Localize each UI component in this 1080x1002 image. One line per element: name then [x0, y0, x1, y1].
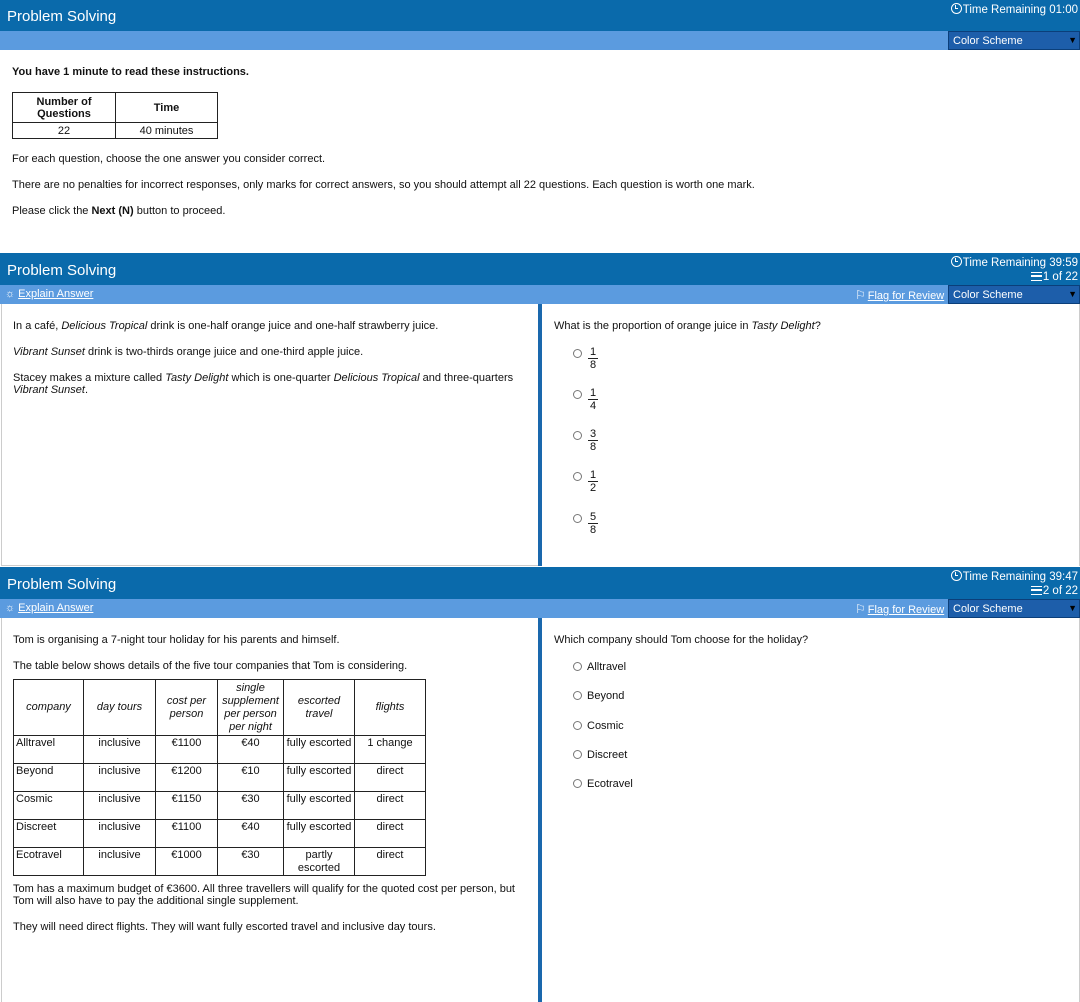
- radio-button[interactable]: [573, 691, 582, 700]
- fraction: $\frac{1}{2}$: [589, 469, 597, 494]
- radio-button[interactable]: [573, 349, 582, 358]
- header-company: company: [14, 680, 84, 736]
- radio-button[interactable]: [573, 779, 582, 788]
- question-list-icon: [1031, 272, 1042, 281]
- stimulus-para-1: In a café, Delicious Tropical drink is one-half orange juice and one-half strawberry juice.: [13, 320, 439, 332]
- flag-for-review-button[interactable]: ⚐ Flag for Review: [855, 602, 945, 616]
- stimulus-para-2: Vibrant Sunset drink is two-thirds orange juice and one-third apple juice.: [13, 346, 364, 358]
- radio-button[interactable]: [573, 472, 582, 481]
- table-row: Ecotravel inclusive €1000 €30 partly escorted direct: [14, 848, 426, 876]
- clock-icon: [951, 3, 962, 14]
- app-title: Problem Solving: [7, 576, 117, 593]
- table-row: Beyond inclusive €1200 €10 fully escorted direct: [14, 764, 426, 792]
- stimulus-para-1: Tom is organising a 7-night tour holiday for his parents and himself.: [13, 634, 340, 646]
- stimulus-para-2: The table below shows details of the five tour companies that Tom is considering.: [13, 660, 408, 672]
- lightbulb-icon: ☼: [5, 288, 16, 300]
- radio-button[interactable]: [573, 390, 582, 399]
- question-counter[interactable]: 2 of 22: [1031, 585, 1078, 597]
- title-bar: [0, 253, 1080, 285]
- radio-button[interactable]: [573, 721, 582, 730]
- fraction: $\frac{1}{8}$: [589, 346, 597, 371]
- lightbulb-icon: ☼: [5, 602, 16, 614]
- app-title: Problem Solving: [7, 8, 117, 25]
- stimulus-para-3: Stacey makes a mixture called Tasty Delight which is one-quarter Delicious Tropical and three-quarters Vibrant Sunset.: [13, 372, 514, 396]
- instructions-heading: You have 1 minute to read these instructions.: [12, 66, 249, 78]
- radio-button[interactable]: [573, 431, 582, 440]
- answer-panel: [542, 304, 1080, 566]
- app-title: Problem Solving: [7, 262, 117, 279]
- stimulus-text: [13, 320, 533, 396]
- stimulus-para-4: They will need direct flights. They will want fully escorted travel and inclusive day tours.: [13, 921, 436, 933]
- number-of-questions-value: 22: [13, 123, 116, 139]
- stimulus-panel: [1, 304, 538, 566]
- clock-icon: [951, 570, 962, 581]
- header-time: Time: [116, 93, 218, 123]
- tour-companies-table: [13, 679, 426, 876]
- table-row: Alltravel inclusive €1100 €40 fully escorted 1 change: [14, 736, 426, 764]
- question-text: What is the proportion of orange juice in Tasty Delight?: [554, 320, 821, 332]
- question-counter[interactable]: 1 of 22: [1031, 271, 1078, 283]
- radio-button[interactable]: [573, 514, 582, 523]
- question-text: Which company should Tom choose for the holiday?: [554, 634, 809, 646]
- time-remaining: Time Remaining 01:00: [951, 3, 1078, 16]
- table-row: Cosmic inclusive €1150 €30 fully escorted direct: [14, 792, 426, 820]
- dropdown-arrow-icon: ▼: [1068, 289, 1077, 299]
- flag-icon: ⚐: [855, 288, 866, 302]
- time-remaining: Time Remaining 39:59: [951, 256, 1078, 269]
- header-cost-per-person: cost per person: [156, 680, 218, 736]
- question-list-icon: [1031, 586, 1042, 595]
- fraction: $\frac{5}{8}$: [589, 511, 597, 536]
- instructions: [12, 66, 1072, 217]
- stimulus-text: [13, 634, 537, 933]
- header-day-tours: day tours: [84, 680, 156, 736]
- stimulus-panel: [1, 618, 538, 1002]
- flag-icon: ⚐: [855, 602, 866, 616]
- header-number-of-questions: Number of Questions: [13, 93, 116, 123]
- stimulus-para-3: Tom has a maximum budget of €3600. All three travellers will qualify for the quoted cost per person, but Tom will also have to pay the additional single supplement.: [13, 883, 515, 907]
- radio-button[interactable]: [573, 750, 582, 759]
- dropdown-arrow-icon: ▼: [1068, 603, 1077, 613]
- answer-panel: Which company should Tom choose for the holiday? Alltravel Beyond Cosmic Discreet Ecotravel: [542, 618, 1080, 1002]
- instruction-line-2: There are no penalties for incorrect responses, only marks for correct answers, so you should attempt all 22 questions. Each question is worth one mark.: [12, 179, 755, 191]
- header-flights: flights: [355, 680, 426, 736]
- flag-for-review-button[interactable]: ⚐ Flag for Review: [855, 288, 945, 302]
- title-bar: [0, 0, 1080, 31]
- table-row: Discreet inclusive €1100 €40 fully escorted direct: [14, 820, 426, 848]
- toolbar: [0, 31, 1080, 50]
- fraction: $\frac{1}{4}$: [589, 387, 597, 412]
- clock-icon: [951, 256, 962, 267]
- color-scheme-select[interactable]: Color Scheme ▼: [948, 599, 1080, 618]
- time-remaining: Time Remaining 39:47: [951, 570, 1078, 583]
- dropdown-arrow-icon: ▼: [1068, 35, 1077, 45]
- explain-answer-button[interactable]: ☼ Explain Answer: [5, 602, 94, 614]
- header-escorted-travel: escorted travel: [284, 680, 355, 736]
- toolbar: [0, 599, 1080, 618]
- title-bar: [0, 567, 1080, 599]
- next-button-reference: Next (N): [91, 205, 134, 217]
- time-value: 40 minutes: [116, 123, 218, 139]
- header-single-supplement: single supplement per person per night: [218, 680, 284, 736]
- instructions-table: [12, 92, 218, 139]
- radio-button[interactable]: [573, 662, 582, 671]
- instruction-line-1: For each question, choose the one answer you consider correct.: [12, 153, 326, 165]
- fraction: $\frac{3}{8}$: [589, 428, 597, 453]
- toolbar: [0, 285, 1080, 304]
- explain-answer-button[interactable]: ☼ Explain Answer: [5, 288, 94, 300]
- instruction-line-3: Please click the Next (N) button to proceed.: [12, 205, 226, 217]
- color-scheme-select[interactable]: Color Scheme ▼: [948, 285, 1080, 304]
- color-scheme-select[interactable]: Color Scheme ▼: [948, 31, 1080, 50]
